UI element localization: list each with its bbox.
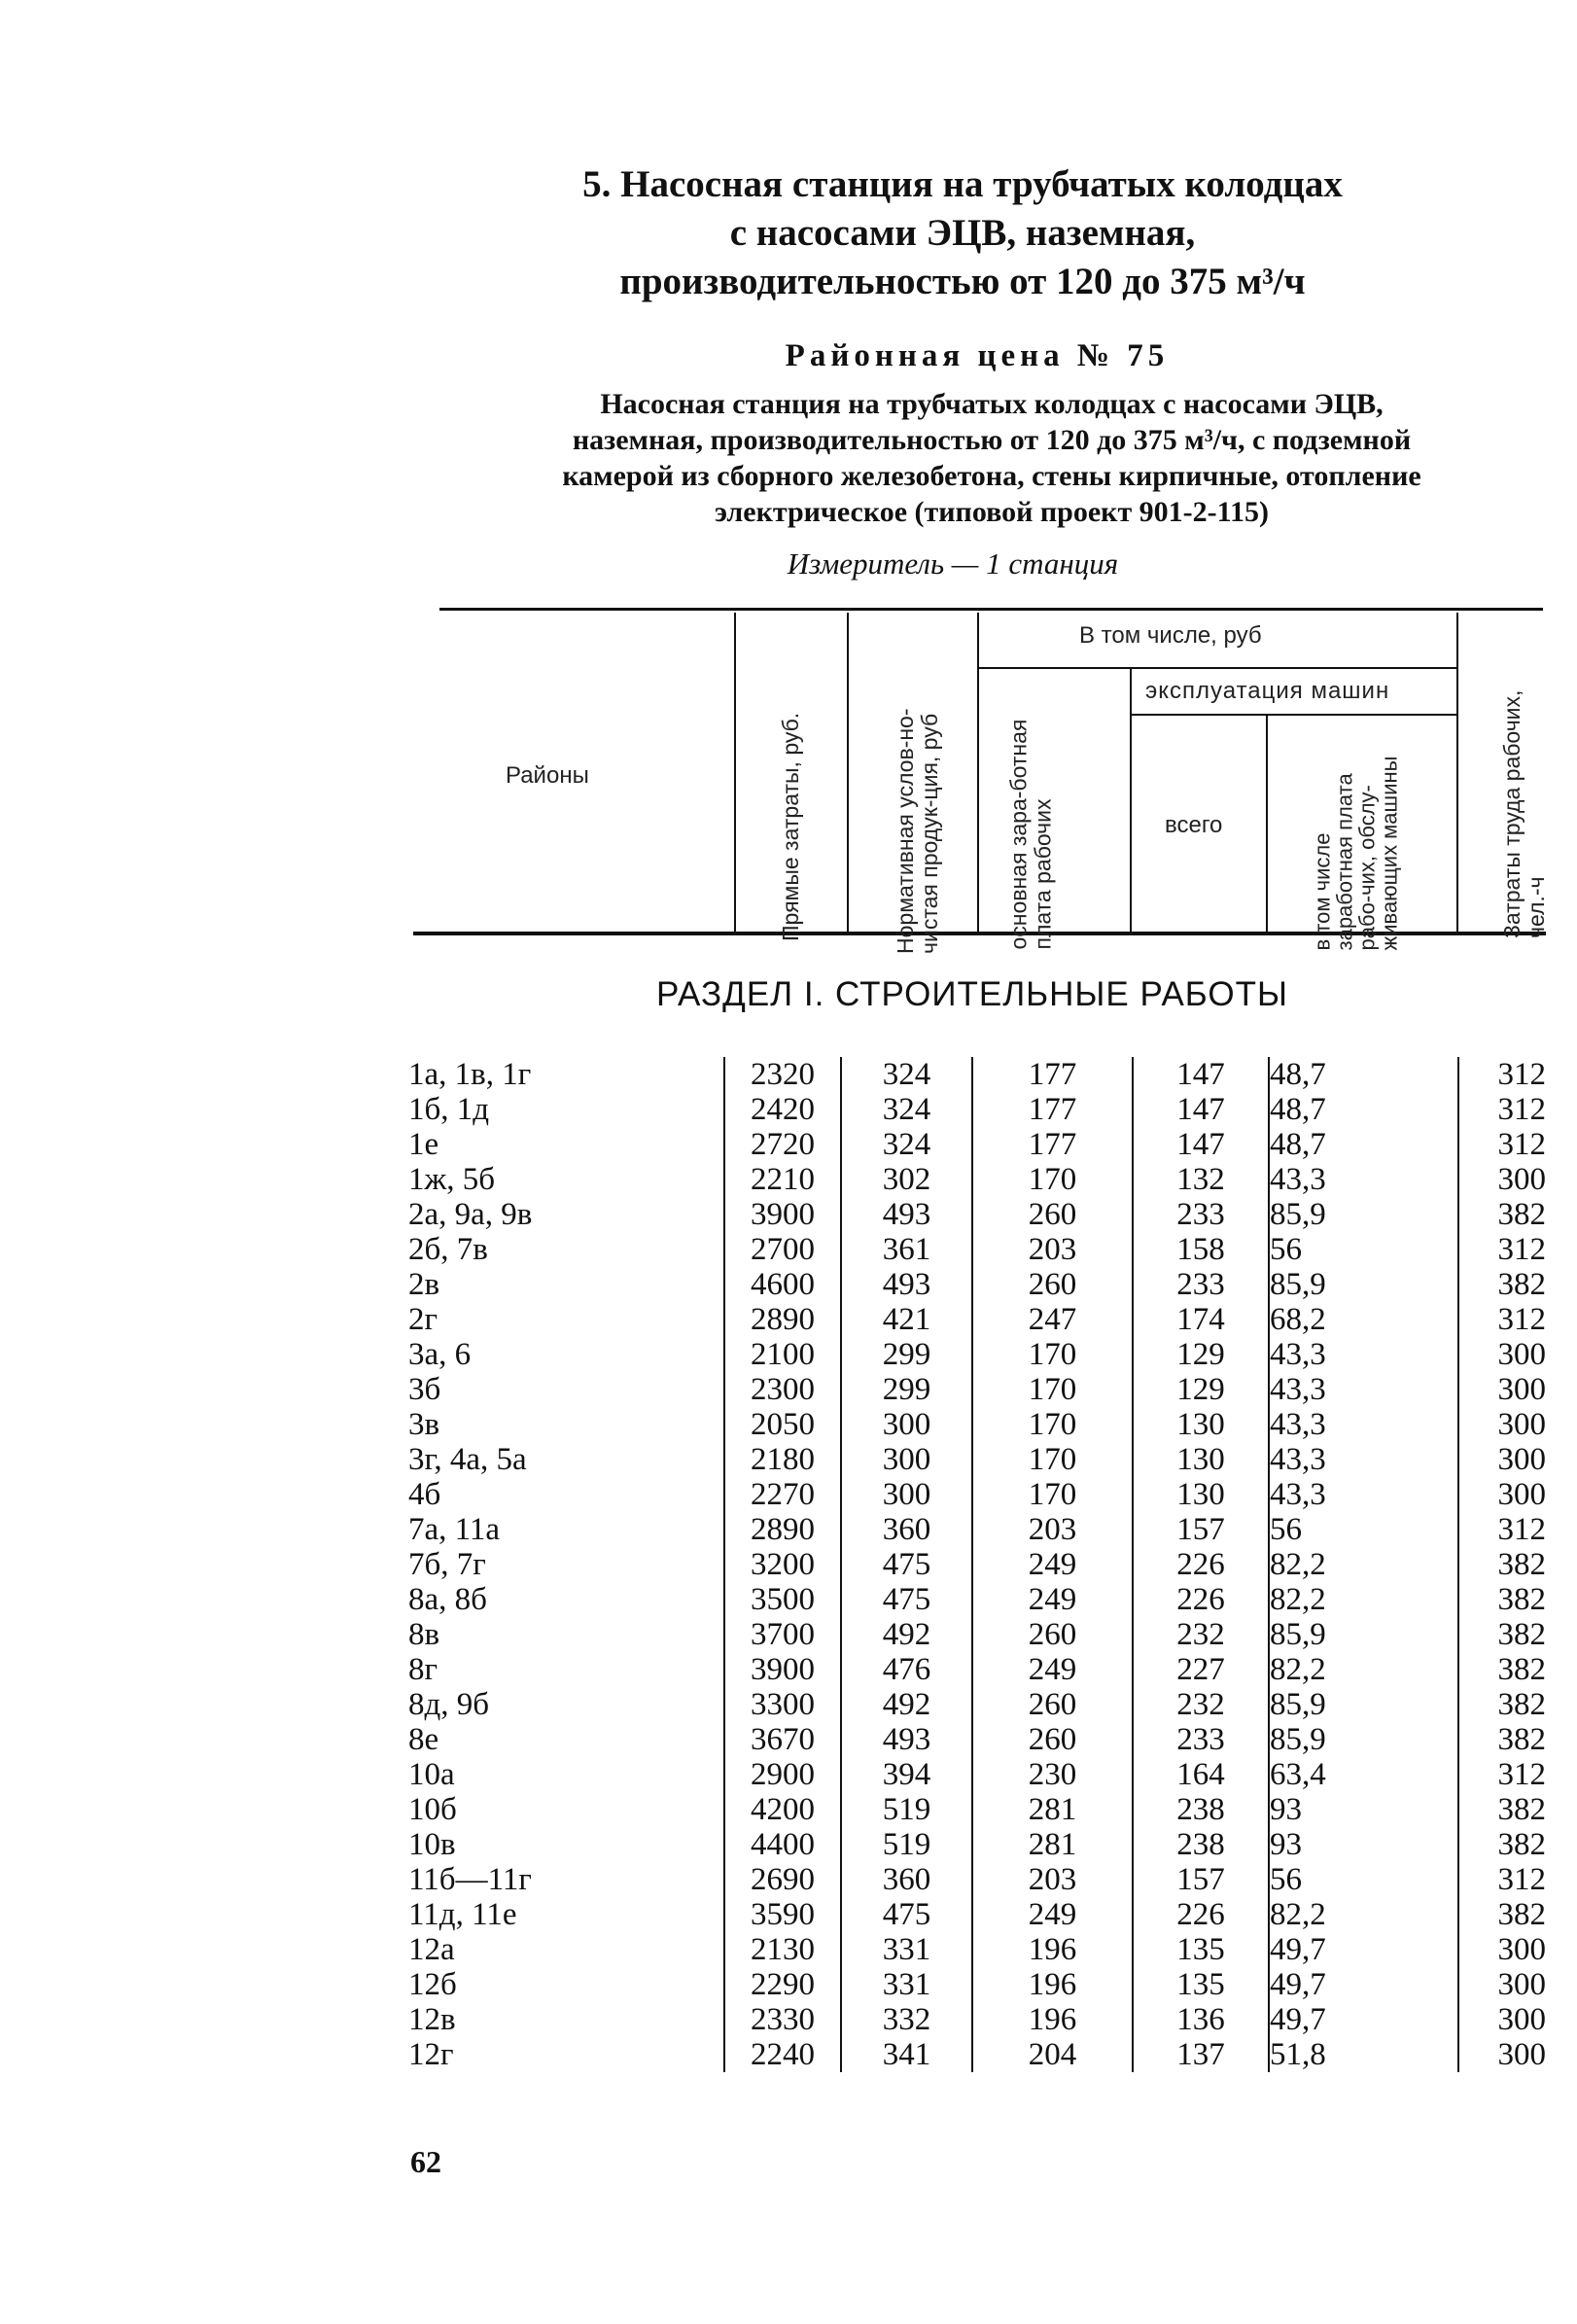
- description: [457, 386, 1526, 530]
- table-row: [408, 1897, 1546, 1932]
- labor-cell: 312: [1458, 1232, 1546, 1267]
- basic-wage-cell: 260: [972, 1617, 1133, 1652]
- machine-total-cell: 135: [1133, 1967, 1269, 2002]
- table-row: [408, 1337, 1546, 1372]
- normative-cell: 300: [841, 1442, 972, 1477]
- direct-costs-cell: 4200: [724, 1792, 841, 1827]
- header-direct-costs: Прямые затраты, руб.: [777, 712, 803, 941]
- machine-wage-cell: 43,3: [1269, 1442, 1458, 1477]
- normative-cell: 300: [841, 1477, 972, 1512]
- labor-cell: 382: [1458, 1582, 1546, 1617]
- description-line: наземная, производительностью от 120 до 375 м³/ч, с подземной: [572, 424, 1412, 456]
- machine-wage-cell: 85,9: [1269, 1722, 1458, 1757]
- table-row: [408, 1477, 1546, 1512]
- normative-cell: 360: [841, 1512, 972, 1547]
- region-cell: 2а, 9а, 9в: [408, 1197, 533, 1232]
- basic-wage-cell: 260: [972, 1267, 1133, 1302]
- normative-cell: 331: [841, 1967, 972, 2002]
- machine-wage-cell: 56: [1269, 1232, 1458, 1267]
- region-cell: 8г: [408, 1652, 438, 1687]
- basic-wage-cell: 177: [972, 1092, 1133, 1127]
- description-line: камерой из сборного железобетона, стены кирпичные, отопление: [562, 460, 1421, 492]
- table-row: [408, 1092, 1546, 1127]
- labor-cell: 382: [1458, 1617, 1546, 1652]
- normative-cell: 299: [841, 1337, 972, 1372]
- direct-costs-cell: 3670: [724, 1722, 841, 1757]
- labor-cell: 300: [1458, 1337, 1546, 1372]
- basic-wage-cell: 177: [972, 1127, 1133, 1162]
- basic-wage-cell: 249: [972, 1582, 1133, 1617]
- header-including: В том числе, руб: [1079, 622, 1262, 649]
- machine-total-cell: 147: [1133, 1057, 1269, 1092]
- region-cell: 12в: [408, 2002, 456, 2037]
- basic-wage-cell: 249: [972, 1547, 1133, 1582]
- normative-cell: 300: [841, 1407, 972, 1442]
- region-cell: 1б, 1д: [408, 1092, 490, 1127]
- normative-cell: 324: [841, 1092, 972, 1127]
- machine-wage-cell: 93: [1269, 1827, 1458, 1862]
- table-row: [408, 1267, 1546, 1302]
- machine-total-cell: 130: [1133, 1442, 1269, 1477]
- normative-cell: 361: [841, 1232, 972, 1267]
- machine-wage-cell: 85,9: [1269, 1687, 1458, 1722]
- labor-cell: 382: [1458, 1722, 1546, 1757]
- table-row: [408, 1967, 1546, 2002]
- header-divider: [977, 613, 979, 932]
- table-row: [408, 1127, 1546, 1162]
- normative-cell: 341: [841, 2037, 972, 2072]
- labor-cell: 382: [1458, 1687, 1546, 1722]
- machine-wage-cell: 82,2: [1269, 1652, 1458, 1687]
- machine-total-cell: 129: [1133, 1372, 1269, 1407]
- basic-wage-cell: 230: [972, 1757, 1133, 1792]
- direct-costs-cell: 2290: [724, 1967, 841, 2002]
- labor-cell: 312: [1458, 1092, 1546, 1127]
- machine-total-cell: 164: [1133, 1757, 1269, 1792]
- basic-wage-cell: 196: [972, 2002, 1133, 2037]
- normative-cell: 299: [841, 1372, 972, 1407]
- header-machine-wage: в том числе заработная плата рабо-чих, обслу-живающих машины: [1310, 756, 1402, 951]
- basic-wage-cell: 177: [972, 1057, 1133, 1092]
- normative-cell: 332: [841, 2002, 972, 2037]
- region-cell: 3а, 6: [408, 1337, 472, 1372]
- table-row: [408, 1722, 1546, 1757]
- labor-cell: 382: [1458, 1197, 1546, 1232]
- machine-total-cell: 129: [1133, 1337, 1269, 1372]
- region-cell: 8в: [408, 1617, 440, 1652]
- table-row: [408, 1652, 1546, 1687]
- labor-cell: 300: [1458, 2037, 1546, 2072]
- region-cell: 12б: [408, 1967, 457, 2002]
- direct-costs-cell: 2320: [724, 1057, 841, 1092]
- basic-wage-cell: 203: [972, 1232, 1133, 1267]
- labor-cell: 300: [1458, 1162, 1546, 1197]
- header-total: всего: [1165, 812, 1223, 838]
- table-row: [408, 1757, 1546, 1792]
- direct-costs-cell: 2420: [724, 1092, 841, 1127]
- labor-cell: 312: [1458, 1512, 1546, 1547]
- normative-cell: 492: [841, 1617, 972, 1652]
- direct-costs-cell: 2890: [724, 1302, 841, 1337]
- machine-wage-cell: 43,3: [1269, 1407, 1458, 1442]
- basic-wage-cell: 170: [972, 1477, 1133, 1512]
- machine-wage-cell: 85,9: [1269, 1617, 1458, 1652]
- machine-wage-cell: 82,2: [1269, 1582, 1458, 1617]
- direct-costs-cell: 2720: [724, 1127, 841, 1162]
- machine-total-cell: 233: [1133, 1197, 1269, 1232]
- direct-costs-cell: 3700: [724, 1617, 841, 1652]
- machine-total-cell: 226: [1133, 1547, 1269, 1582]
- direct-costs-cell: 2300: [724, 1372, 841, 1407]
- price-label: Районная цена № 75: [785, 338, 1170, 373]
- region-cell: 12г: [408, 2037, 454, 2072]
- table-row: [408, 2002, 1546, 2037]
- machine-wage-cell: 85,9: [1269, 1267, 1458, 1302]
- region-cell: 7б, 7г: [408, 1547, 486, 1582]
- basic-wage-cell: 196: [972, 1932, 1133, 1967]
- machine-total-cell: 158: [1133, 1232, 1269, 1267]
- table-row: [408, 1197, 1546, 1232]
- table-row: [408, 1162, 1546, 1197]
- labor-cell: 382: [1458, 1547, 1546, 1582]
- machine-wage-cell: 68,2: [1269, 1302, 1458, 1337]
- direct-costs-cell: 2240: [724, 2037, 841, 2072]
- normative-cell: 475: [841, 1582, 972, 1617]
- header-divider: [734, 613, 736, 932]
- direct-costs-cell: 2330: [724, 2002, 841, 2037]
- normative-cell: 331: [841, 1932, 972, 1967]
- header-divider: [847, 613, 849, 932]
- labor-cell: 382: [1458, 1267, 1546, 1302]
- machine-wage-cell: 82,2: [1269, 1547, 1458, 1582]
- header-top-rule: [439, 608, 1543, 611]
- region-cell: 1ж, 5б: [408, 1162, 496, 1197]
- header-divider: [1266, 715, 1268, 932]
- basic-wage-cell: 170: [972, 1337, 1133, 1372]
- machine-total-cell: 226: [1133, 1582, 1269, 1617]
- basic-wage-cell: 204: [972, 2037, 1133, 2072]
- labor-cell: 300: [1458, 1967, 1546, 2002]
- table-row: [408, 1407, 1546, 1442]
- machine-wage-cell: 49,7: [1269, 2002, 1458, 2037]
- machine-total-cell: 232: [1133, 1617, 1269, 1652]
- normative-cell: 324: [841, 1127, 972, 1162]
- machine-total-cell: 132: [1133, 1162, 1269, 1197]
- table-row: [408, 1232, 1546, 1267]
- header-machine-ops: эксплуатация машин: [1145, 678, 1390, 704]
- table-row: [408, 1617, 1546, 1652]
- region-cell: 10в: [408, 1827, 456, 1862]
- direct-costs-cell: 2900: [724, 1757, 841, 1792]
- machine-wage-cell: 63,4: [1269, 1757, 1458, 1792]
- basic-wage-cell: 281: [972, 1792, 1133, 1827]
- direct-costs-cell: 2270: [724, 1477, 841, 1512]
- table-row: [408, 2037, 1546, 2072]
- description-line: Насосная станция на трубчатых колодцах с насосами ЭЦВ,: [600, 388, 1384, 420]
- machine-total-cell: 157: [1133, 1512, 1269, 1547]
- table-row: [408, 1057, 1546, 1092]
- machine-wage-cell: 48,7: [1269, 1092, 1458, 1127]
- basic-wage-cell: 170: [972, 1162, 1133, 1197]
- labor-cell: 312: [1458, 1302, 1546, 1337]
- normative-cell: 493: [841, 1267, 972, 1302]
- normative-cell: 492: [841, 1687, 972, 1722]
- description-line: электрическое (типовой проект 901-2-115): [715, 496, 1269, 528]
- section-title: РАЗДЕЛ I. СТРОИТЕЛЬНЫЕ РАБОТЫ: [656, 975, 1288, 1013]
- basic-wage-cell: 203: [972, 1862, 1133, 1897]
- direct-costs-cell: 3300: [724, 1687, 841, 1722]
- machine-wage-cell: 49,7: [1269, 1932, 1458, 1967]
- labor-cell: 312: [1458, 1057, 1546, 1092]
- region-cell: 11б—11г: [408, 1862, 532, 1897]
- machine-total-cell: 227: [1133, 1652, 1269, 1687]
- machine-total-cell: 232: [1133, 1687, 1269, 1722]
- region-cell: 7а, 11а: [408, 1512, 501, 1547]
- region-cell: 2б, 7в: [408, 1232, 488, 1267]
- region-cell: 1а, 1в, 1г: [408, 1057, 532, 1092]
- basic-wage-cell: 249: [972, 1897, 1133, 1932]
- machine-wage-cell: 85,9: [1269, 1197, 1458, 1232]
- machine-total-cell: 226: [1133, 1897, 1269, 1932]
- labor-cell: 382: [1458, 1897, 1546, 1932]
- region-cell: 2г: [408, 1302, 438, 1337]
- machine-wage-cell: 82,2: [1269, 1897, 1458, 1932]
- direct-costs-cell: 2130: [724, 1932, 841, 1967]
- direct-costs-cell: 2210: [724, 1162, 841, 1197]
- machine-total-cell: 130: [1133, 1407, 1269, 1442]
- machine-wage-cell: 48,7: [1269, 1127, 1458, 1162]
- region-cell: 10а: [408, 1757, 455, 1792]
- region-cell: 10б: [408, 1792, 457, 1827]
- table-row: [408, 1372, 1546, 1407]
- machine-total-cell: 136: [1133, 2002, 1269, 2037]
- labor-cell: 382: [1458, 1827, 1546, 1862]
- table-row: [408, 1862, 1546, 1897]
- basic-wage-cell: 260: [972, 1687, 1133, 1722]
- machine-total-cell: 233: [1133, 1267, 1269, 1302]
- table-row: [408, 1547, 1546, 1582]
- direct-costs-cell: 3590: [724, 1897, 841, 1932]
- normative-cell: 394: [841, 1757, 972, 1792]
- region-cell: 1е: [408, 1127, 439, 1162]
- region-cell: 4б: [408, 1477, 441, 1512]
- region-cell: 3в: [408, 1407, 440, 1442]
- direct-costs-cell: 3200: [724, 1547, 841, 1582]
- basic-wage-cell: 170: [972, 1372, 1133, 1407]
- machine-wage-cell: 49,7: [1269, 1967, 1458, 2002]
- basic-wage-cell: 203: [972, 1512, 1133, 1547]
- basic-wage-cell: 260: [972, 1722, 1133, 1757]
- measure-unit: Измеритель — 1 станция: [787, 546, 1119, 581]
- region-cell: 3б: [408, 1372, 441, 1407]
- normative-cell: 493: [841, 1197, 972, 1232]
- labor-cell: 312: [1458, 1757, 1546, 1792]
- basic-wage-cell: 196: [972, 1967, 1133, 2002]
- direct-costs-cell: 2180: [724, 1442, 841, 1477]
- machine-total-cell: 157: [1133, 1862, 1269, 1897]
- region-cell: 12а: [408, 1932, 455, 1967]
- labor-cell: 300: [1458, 1372, 1546, 1407]
- normative-cell: 475: [841, 1547, 972, 1582]
- labor-cell: 300: [1458, 1477, 1546, 1512]
- machine-total-cell: 135: [1133, 1932, 1269, 1967]
- header-divider: [1130, 669, 1132, 932]
- machine-total-cell: 174: [1133, 1302, 1269, 1337]
- machine-wage-cell: 48,7: [1269, 1057, 1458, 1092]
- table-row: [408, 1582, 1546, 1617]
- table-row: [408, 1932, 1546, 1967]
- machine-total-cell: 137: [1133, 2037, 1269, 2072]
- page-number: 62: [410, 2144, 441, 2179]
- region-cell: 8д, 9б: [408, 1687, 490, 1722]
- normative-cell: 302: [841, 1162, 972, 1197]
- table-body: [408, 1057, 1546, 2072]
- normative-cell: 476: [841, 1652, 972, 1687]
- direct-costs-cell: 3500: [724, 1582, 841, 1617]
- direct-costs-cell: 2700: [724, 1232, 841, 1267]
- region-cell: 11д, 11е: [408, 1897, 517, 1932]
- region-cell: 3г, 4а, 5а: [408, 1442, 527, 1477]
- machine-total-cell: 147: [1133, 1092, 1269, 1127]
- header-divider: [1456, 613, 1458, 932]
- labor-cell: 312: [1458, 1862, 1546, 1897]
- machine-wage-cell: 43,3: [1269, 1162, 1458, 1197]
- labor-cell: 382: [1458, 1652, 1546, 1687]
- labor-cell: 300: [1458, 1932, 1546, 1967]
- machine-total-cell: 147: [1133, 1127, 1269, 1162]
- title-line: с насосами ЭЦВ, наземная,: [729, 212, 1196, 254]
- machine-wage-cell: 43,3: [1269, 1477, 1458, 1512]
- table-row: [408, 1442, 1546, 1477]
- labor-cell: 300: [1458, 1407, 1546, 1442]
- machine-wage-cell: 56: [1269, 1862, 1458, 1897]
- price-table: [408, 1057, 1546, 2072]
- direct-costs-cell: 2690: [724, 1862, 841, 1897]
- header-subrule: [1130, 714, 1456, 716]
- header-subrule: [977, 667, 1456, 669]
- normative-cell: 324: [841, 1057, 972, 1092]
- normative-cell: 421: [841, 1302, 972, 1337]
- labor-cell: 312: [1458, 1127, 1546, 1162]
- basic-wage-cell: 249: [972, 1652, 1133, 1687]
- table-row: [408, 1512, 1546, 1547]
- header-regions: Районы: [506, 762, 589, 789]
- labor-cell: 300: [1458, 1442, 1546, 1477]
- table-row: [408, 1687, 1546, 1722]
- machine-wage-cell: 93: [1269, 1792, 1458, 1827]
- normative-cell: 519: [841, 1792, 972, 1827]
- labor-cell: 382: [1458, 1792, 1546, 1827]
- normative-cell: 360: [841, 1862, 972, 1897]
- direct-costs-cell: 2890: [724, 1512, 841, 1547]
- machine-wage-cell: 56: [1269, 1512, 1458, 1547]
- direct-costs-cell: 4600: [724, 1267, 841, 1302]
- title-line: 5. Насосная станция на трубчатых колодцах: [582, 163, 1343, 205]
- machine-total-cell: 238: [1133, 1827, 1269, 1862]
- direct-costs-cell: 2050: [724, 1407, 841, 1442]
- page-title: [525, 160, 1400, 306]
- direct-costs-cell: 4400: [724, 1827, 841, 1862]
- machine-total-cell: 130: [1133, 1477, 1269, 1512]
- basic-wage-cell: 170: [972, 1407, 1133, 1442]
- machine-wage-cell: 51,8: [1269, 2037, 1458, 2072]
- region-cell: 8а, 8б: [408, 1582, 487, 1617]
- region-cell: 2в: [408, 1267, 440, 1302]
- machine-total-cell: 238: [1133, 1792, 1269, 1827]
- normative-cell: 493: [841, 1722, 972, 1757]
- table-row: [408, 1792, 1546, 1827]
- machine-wage-cell: 43,3: [1269, 1372, 1458, 1407]
- normative-cell: 475: [841, 1897, 972, 1932]
- table-row: [408, 1827, 1546, 1862]
- basic-wage-cell: 247: [972, 1302, 1133, 1337]
- basic-wage-cell: 170: [972, 1442, 1133, 1477]
- header-basic-wage: основная зара-ботная плата рабочих: [1005, 719, 1056, 950]
- direct-costs-cell: 2100: [724, 1337, 841, 1372]
- machine-total-cell: 233: [1133, 1722, 1269, 1757]
- direct-costs-cell: 3900: [724, 1652, 841, 1687]
- header-normative: Нормативная услов-но-чистая продук-ция, руб: [893, 708, 942, 954]
- labor-cell: 300: [1458, 2002, 1546, 2037]
- direct-costs-cell: 3900: [724, 1197, 841, 1232]
- normative-cell: 519: [841, 1827, 972, 1862]
- region-cell: 8е: [408, 1722, 439, 1757]
- machine-wage-cell: 43,3: [1269, 1337, 1458, 1372]
- basic-wage-cell: 281: [972, 1827, 1133, 1862]
- header-labor: Затраты труда рабочих, чел.-ч: [1499, 689, 1549, 938]
- basic-wage-cell: 260: [972, 1197, 1133, 1232]
- title-line: производительностью от 120 до 375 м³/ч: [619, 261, 1306, 302]
- table-row: [408, 1302, 1546, 1337]
